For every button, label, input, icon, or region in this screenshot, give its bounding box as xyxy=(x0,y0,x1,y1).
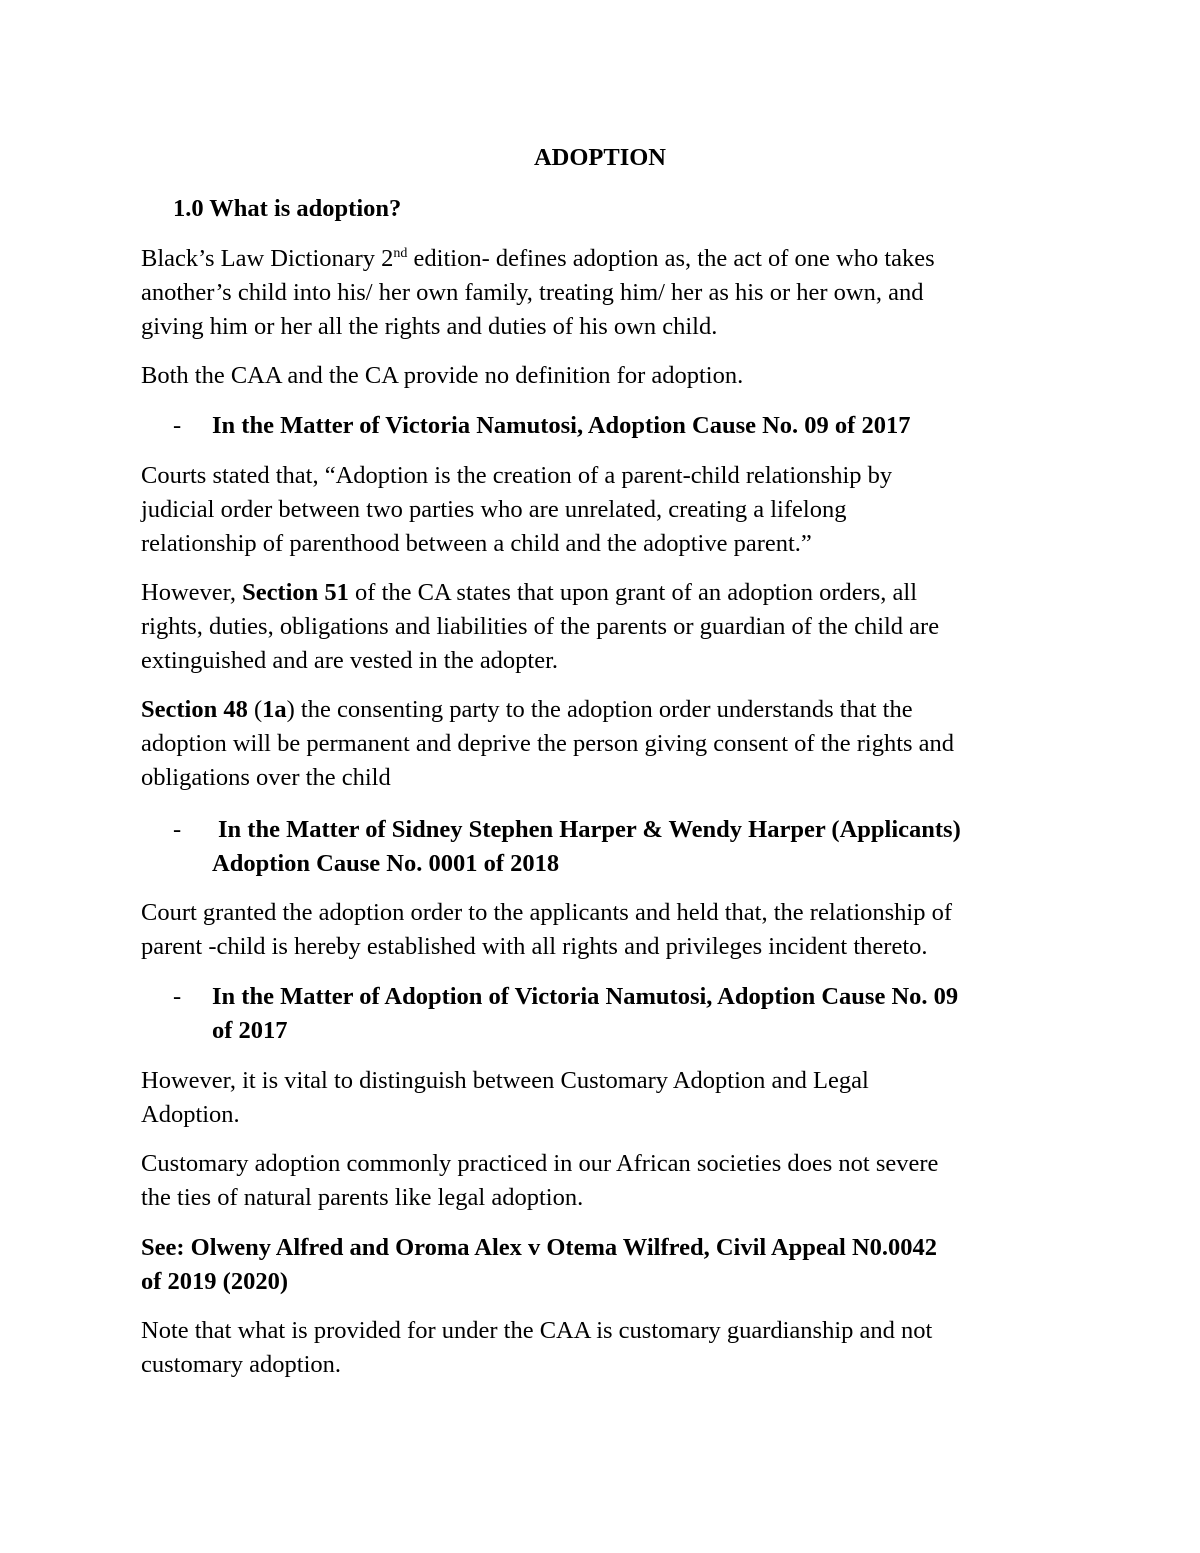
paragraph-line xyxy=(141,693,913,727)
text-run: ( xyxy=(247,696,263,723)
paragraph-line: another’s child into his/ her own family, treating him/ her as his or her own, and xyxy=(141,279,924,306)
paragraph-line: Note that what is provided for under the CAA is customary guardianship and not xyxy=(141,1317,933,1344)
paragraph-line: relationship of parenthood between a child and the adoptive parent.” xyxy=(141,530,812,557)
paragraph-line: judicial order between two parties who are unrelated, creating a lifelong xyxy=(141,496,847,523)
text-run: Black’s Law Dictionary 2 xyxy=(141,245,394,272)
case-citation: In the Matter of Sidney Stephen Harper & Wendy Harper (Applicants) xyxy=(218,816,961,843)
case-citation: of 2017 xyxy=(212,1017,288,1044)
paragraph-line: obligations over the child xyxy=(141,764,391,791)
case-citation: See: Olweny Alfred and Oroma Alex v Otema Wilfred, Civil Appeal N0.0042 xyxy=(141,1234,938,1261)
bullet-dash: - xyxy=(173,412,182,439)
section-reference: Section 48 xyxy=(141,696,248,723)
bullet-dash: - xyxy=(173,816,182,843)
case-citation: In the Matter of Adoption of Victoria Namutosi, Adoption Cause No. 09 xyxy=(212,983,959,1010)
case-citation: Adoption Cause No. 0001 of 2018 xyxy=(212,850,560,877)
paragraph-line: Courts stated that, “Adoption is the creation of a parent-child relationship by xyxy=(141,462,893,489)
paragraph-line xyxy=(141,242,935,276)
paragraph-line: parent -child is hereby established with all rights and privileges incident thereto. xyxy=(141,933,928,960)
paragraph-line: customary adoption. xyxy=(141,1351,342,1378)
document-title: ADOPTION xyxy=(533,144,667,171)
text-run: of the CA states that upon grant of an adoption orders, all xyxy=(348,579,918,606)
paragraph-line: However, it is vital to distinguish between Customary Adoption and Legal xyxy=(141,1067,869,1094)
paragraph-line: adoption will be permanent and deprive the person giving consent of the rights and xyxy=(141,730,955,757)
section-heading: 1.0 What is adoption? xyxy=(173,195,402,222)
paragraph-line: the ties of natural parents like legal adoption. xyxy=(141,1184,584,1211)
paragraph-line: Court granted the adoption order to the applicants and held that, the relationship of xyxy=(141,899,953,926)
paragraph-line: rights, duties, obligations and liabilities of the parents or guardian of the child are xyxy=(141,613,940,640)
text-run: ) the consenting party to the adoption order understands that the xyxy=(286,696,913,723)
paragraph-line: Adoption. xyxy=(141,1101,240,1128)
bullet-dash: - xyxy=(173,983,182,1010)
text-run: However, xyxy=(141,579,243,606)
case-citation: In the Matter of Victoria Namutosi, Adoption Cause No. 09 of 2017 xyxy=(212,412,911,439)
paragraph-line: extinguished and are vested in the adopter. xyxy=(141,647,559,674)
text-run: edition- defines adoption as, the act of one who takes xyxy=(407,245,935,272)
paragraph-line: Both the CAA and the CA provide no definition for adoption. xyxy=(141,362,744,389)
section-reference: 1a xyxy=(262,696,287,723)
case-citation: of 2019 (2020) xyxy=(141,1268,288,1295)
paragraph-line xyxy=(141,576,917,610)
paragraph-line: giving him or her all the rights and duties of his own child. xyxy=(141,313,718,340)
paragraph-line: Customary adoption commonly practiced in our African societies does not severe xyxy=(141,1150,939,1177)
superscript: nd xyxy=(393,245,408,261)
section-reference: Section 51 xyxy=(242,579,349,606)
